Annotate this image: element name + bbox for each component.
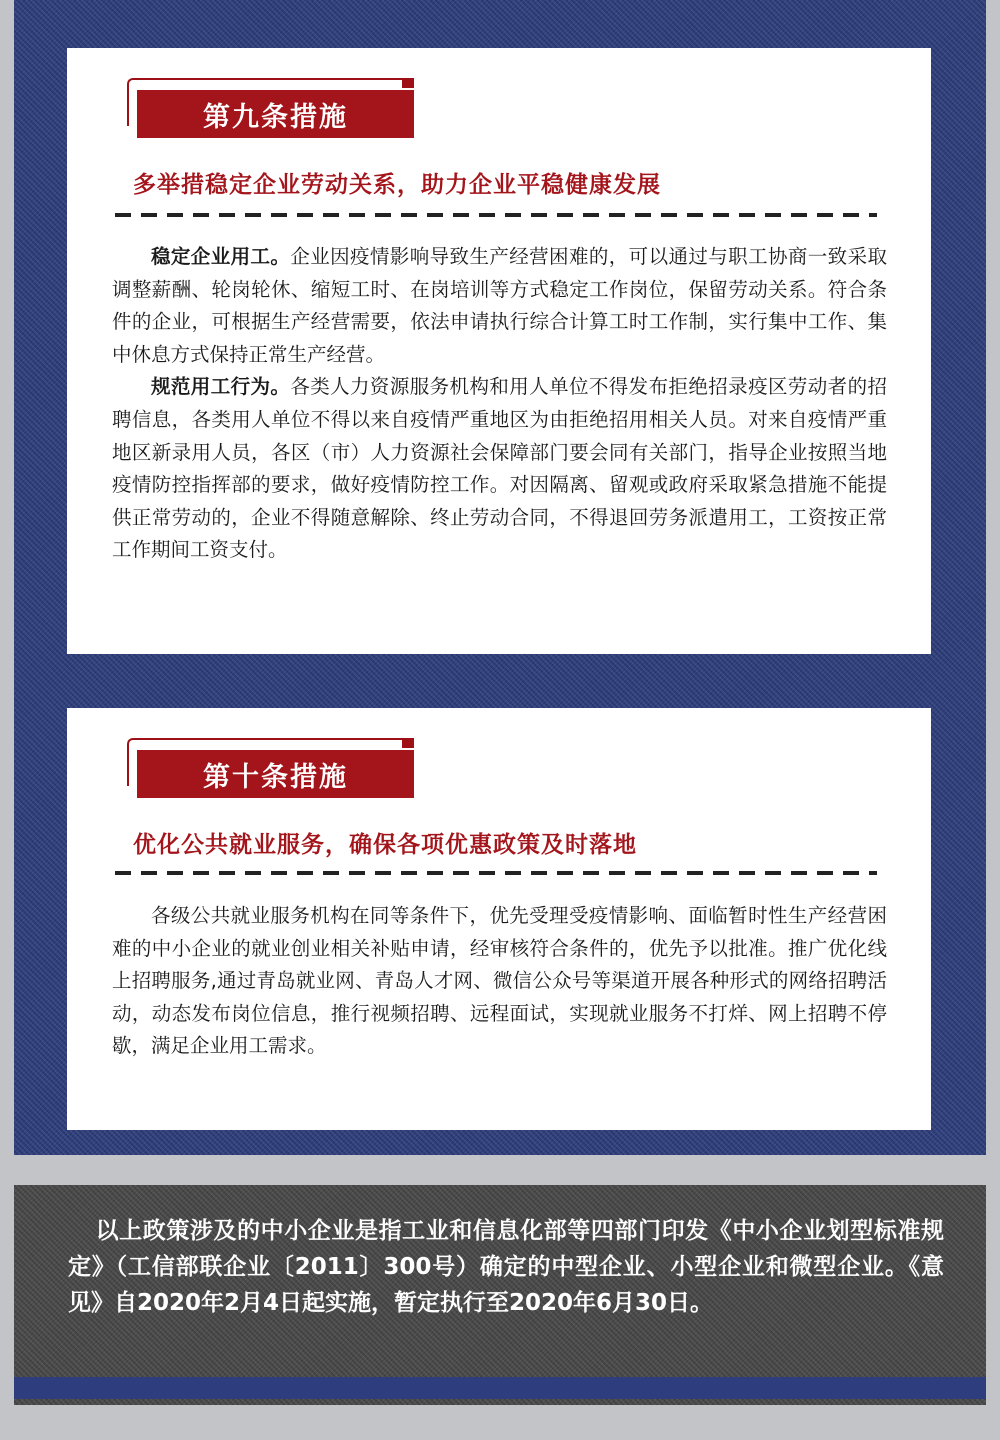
section-9-subtitle: 多举措稳定企业劳动关系，助力企业平稳健康发展: [133, 172, 661, 198]
section-9-body: [112, 241, 887, 567]
paragraph-text: 各类人力资源服务机构和用人单位不得发布拒绝招录疫区劳动者的招聘信息，各类用人单位不得以来自疫情严重地区为由拒绝招用相关人员。对来自疫情严重地区新录用人员，各区（市）人力资源社会保障部门要会同有关部门，指导企业按照当地疫情防控指挥部的要求，做好疫情防控工作。对因隔离、留观或政府采取紧急措施不能提供正常劳动的，企业不得随意解除、终止劳动合同，不得退回劳务派遣用工，工资按正常工作期间工资支付。: [112, 375, 887, 562]
paragraph: 各级公共就业服务机构在同等条件下，优先受理受疫情影响、面临暂时性生产经营困难的中小企业的就业创业相关补贴申请，经审核符合条件的，优先予以批准。推广优化线上招聘服务,通过青岛就业网、青岛人才网、微信公众号等渠道开展各种形式的网络招聘活动，动态发布岗位信息，推行视频招聘、远程面试，实现就业服务不打烊、网上招聘不停歇，满足企业用工需求。: [112, 904, 887, 1058]
section-9-card: [67, 48, 931, 654]
section-10-body: [112, 900, 887, 1063]
section-9-title: 第九条措施: [137, 90, 414, 138]
paragraph-lead: 稳定企业用工。: [151, 245, 291, 268]
section-10-tab: [127, 738, 414, 798]
section-10-title: 第十条措施: [137, 750, 414, 798]
section-10-subtitle: 优化公共就业服务，确保各项优惠政策及时落地: [133, 832, 637, 858]
paragraph-lead: 规范用工行为。: [151, 375, 291, 399]
dashed-divider: [115, 871, 877, 875]
paragraph: [112, 241, 887, 371]
dashed-divider: [115, 213, 877, 217]
section-9-tab: [127, 78, 414, 138]
paragraph-text: 企业因疫情影响导致生产经营困难的，可以通过与职工协商一致采取调整薪酬、轮岗轮休、缩短工时、在岗培训等方式稳定工作岗位，保留劳动关系。符合条件的企业，可根据生产经营需要，依法申请执行综合计算工时工作制，实行集中工作、集中休息方式保持正常生产经营。: [112, 245, 887, 366]
footer-note-box: [14, 1185, 986, 1405]
section-10-card: [67, 708, 931, 1130]
footer-note: [68, 1213, 944, 1321]
footer-note-text: 以上政策涉及的中小企业是指工业和信息化部等四部门印发《中小企业划型标准规定》（工信部联企业〔2011〕300号）确定的中型企业、小型企业和微型企业。《意见》自2020年2月4日起实施，暂定执行至2020年6月30日。: [68, 1218, 944, 1316]
paragraph: [112, 371, 887, 567]
footer-bar: [14, 1377, 986, 1399]
